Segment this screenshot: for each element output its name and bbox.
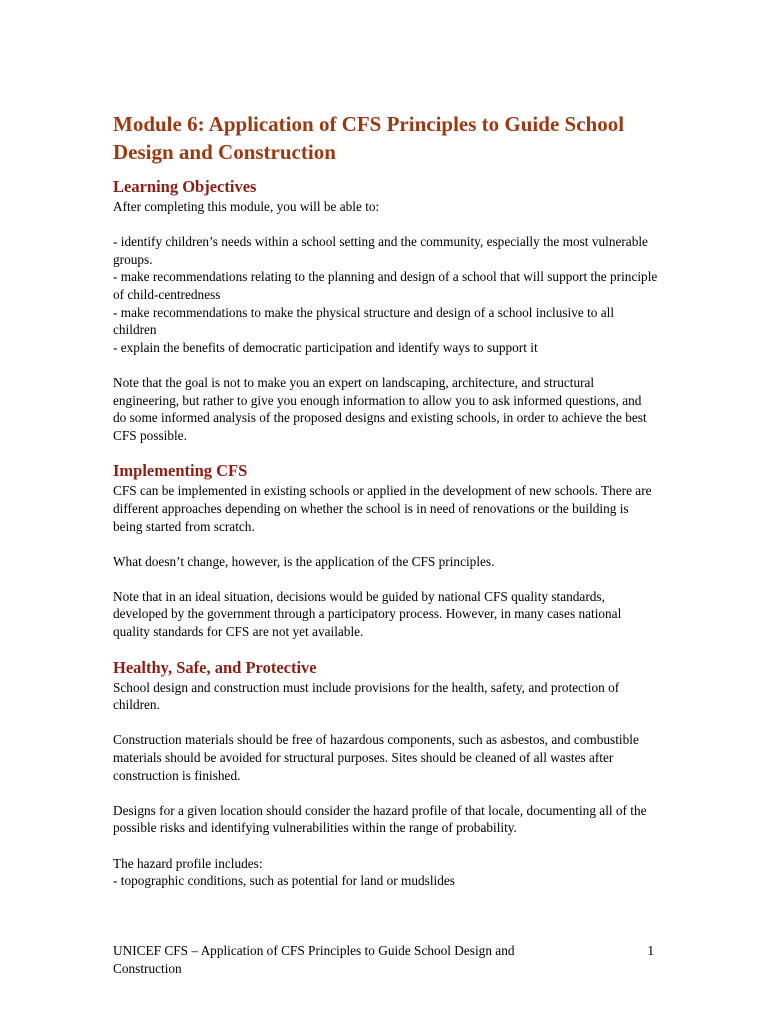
learning-note: Note that the goal is not to make you an expert on landscaping, architecture, and structural engineering, but rather to give you enough information to allow you to ask informed questions, and do some informed analysis of the proposed designs and existing schools, in order to achieve the best CFS possible. (113, 374, 647, 443)
objective-item: - identify children’s needs within a school setting and the community, especially the most vulnerable groups. (113, 234, 648, 267)
implementing-paragraph: Note that in an ideal situation, decisions would be guided by national CFS quality standards, developed by the government through a participatory process. However, in many cases national quality standards for CFS are not yet available. (113, 588, 622, 640)
learning-objectives-heading: Learning Objectives (113, 177, 257, 196)
healthy-paragraph: School design and construction must include provisions for the health, safety, and protection of children. (113, 679, 620, 713)
objective-item: - explain the benefits of democratic participation and identify ways to support it (113, 339, 538, 355)
footer-text: UNICEF CFS – Application of CFS Principles to Guide School Design and Construction (113, 943, 515, 976)
healthy-paragraph: Designs for a given location should consider the hazard profile of that locale, documenting all of the possible risks and identifying vulnerabilities within the range of probability. (113, 802, 647, 836)
hazard-item: - topographic conditions, such as potential for land or mudslides (113, 873, 455, 889)
implementing-cfs-heading: Implementing CFS (113, 461, 248, 481)
objective-item: - make recommendations relating to the planning and design of a school that will support the principle of child-centredness (113, 269, 658, 302)
healthy-paragraph: Construction materials should be free of hazardous components, such as asbestos, and combustible materials should be avoided for structural purposes. Sites should be cleaned of all wastes after construction is finished. (113, 732, 639, 783)
hazard-intro: The hazard profile includes: (113, 855, 263, 871)
healthy-safe-heading: Healthy, Safe, and Protective (113, 657, 317, 677)
page-title: Module 6: Application of CFS Principles to Guide School Design and Construction (113, 112, 625, 164)
document-page (113, 110, 658, 890)
implementing-paragraph: What doesn’t change, however, is the application of the CFS principles. (113, 553, 495, 569)
learning-intro: After completing this module, you will be able to: (113, 199, 380, 214)
objective-item: - make recommendations to make the physical structure and design of a school inclusive to all children (113, 304, 615, 338)
implementing-paragraph: CFS can be implemented in existing schools or applied in the development of new schools. There are different approaches depending on whether the school is in need of renovations or the building is being started from scratch. (113, 483, 652, 534)
page-footer (113, 942, 658, 977)
page-number: 1 (647, 943, 654, 958)
